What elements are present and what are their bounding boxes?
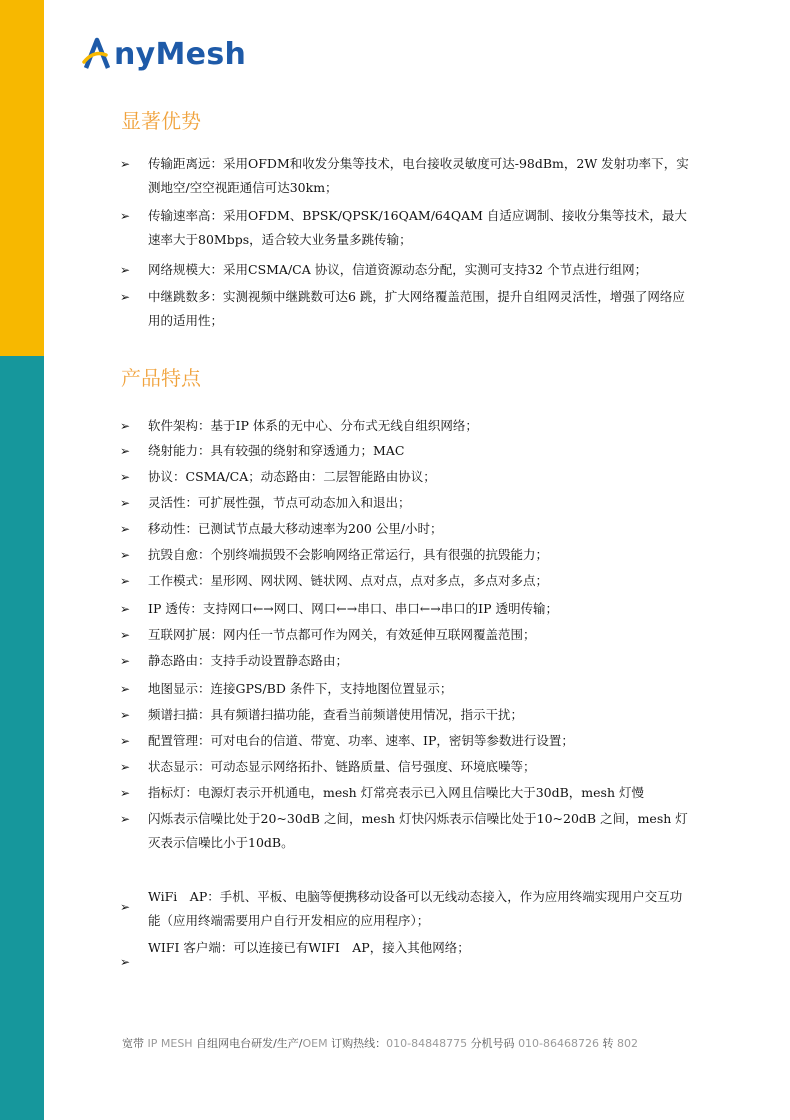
list-item: [120, 569, 692, 593]
list-item-text: 静态路由：支持手动设置静态路由；: [148, 653, 349, 668]
list-item-text: 绕射能力：具有较强的绕射和穿透通力；MAC: [148, 443, 405, 458]
list-item-text: 频谱扫描：具有频谱扫描功能，查看当前频谱使用情况，指示干扰；: [148, 707, 524, 722]
list-item-text: 配置管理：可对电台的信道、带宽、功率、速率、IP，密钥等参数进行设置；: [148, 733, 574, 748]
section-title-advantages: 显著优势: [121, 109, 201, 133]
side-bar-teal: [0, 356, 44, 1120]
bullet-arrow-icon: ➢: [120, 786, 131, 800]
anymesh-logo: [82, 34, 246, 74]
bullet-arrow-icon: ➢: [120, 682, 131, 696]
list-item: [120, 517, 692, 541]
bullet-arrow-icon: ➢: [120, 419, 131, 433]
list-item-text: 移动性：已测试节点最大移动速率为200 公里/小时；: [148, 521, 443, 536]
list-item-text: 工作模式：星形网、网状网、链状网、点对点，点对多点，多点对多点；: [148, 573, 549, 588]
footer-part: 宽带: [122, 1037, 144, 1050]
list-item: [120, 807, 692, 855]
footer-part: 010-84848775: [386, 1037, 468, 1050]
list-item: [120, 285, 692, 333]
list-item: [120, 936, 692, 969]
list-item-text: 网络规模大：采用CSMA/CA 协议，信道资源动态分配，实测可支持32 个节点进行组网；: [148, 262, 648, 277]
list-item: [120, 885, 692, 933]
list-item-text: 传输速率高：采用OFDM、BPSK/QPSK/16QAM/64QAM 自适应调制、接收分集等技术，最大速率大于80Mbps，适合较大业务量多跳传输；: [148, 208, 687, 247]
list-item-text: 闪烁表示信噪比处于20~30dB 之间，mesh 灯快闪烁表示信噪比处于10~20dB 之间，mesh 灯灭表示信噪比小于10dB。: [148, 811, 688, 850]
list-item-text: 灵活性：可扩展性强，节点可动态加入和退出；: [148, 495, 411, 510]
bullet-arrow-icon: ➢: [120, 470, 131, 484]
list-item-text: IP 透传：支持网口←→网口、网口←→串口、串口←→串口的IP 透明传输；: [148, 601, 558, 616]
bullet-arrow-icon: ➢: [120, 955, 131, 969]
list-item: [120, 439, 692, 463]
list-item: [120, 597, 692, 621]
list-item: [120, 152, 692, 200]
list-item-text: 软件架构：基于IP 体系的无中心、分布式无线自组织网络；: [148, 418, 478, 433]
list-item-text: WiFi AP：手机、平板、电脑等便携移动设备可以无线动态接入，作为应用终端实现用户交互功能（应用终端需要用户自行开发相应的应用程序）；: [148, 889, 683, 928]
bullet-arrow-icon: ➢: [120, 812, 131, 826]
bullet-arrow-icon: ➢: [120, 602, 131, 616]
footer-part: OEM: [302, 1037, 328, 1050]
footer-part: 010-86468726: [518, 1037, 600, 1050]
bullet-arrow-icon: ➢: [120, 496, 131, 510]
list-item: [120, 649, 692, 673]
bullet-arrow-icon: ➢: [120, 290, 131, 304]
bullet-arrow-icon: ➢: [120, 708, 131, 722]
list-item: [120, 623, 692, 647]
bullet-arrow-icon: ➢: [120, 209, 131, 223]
bullet-arrow-icon: ➢: [120, 444, 131, 458]
bullet-arrow-icon: ➢: [120, 157, 131, 171]
list-item: [120, 543, 692, 567]
bullet-arrow-icon: ➢: [120, 628, 131, 642]
list-item-text: 指标灯：电源灯表示开机通电，mesh 灯常亮表示已入网且信噪比大于30dB，mesh 灯慢: [148, 785, 644, 800]
list-item-text: 抗毁自愈：个别终端损毁不会影响网络正常运行，具有很强的抗毁能力；: [148, 547, 549, 562]
list-item-text: 中继跳数多：实测视频中继跳数可达6 跳，扩大网络覆盖范围，提升自组网灵活性，增强了网络应用的适用性；: [148, 289, 685, 328]
list-item: [120, 703, 692, 727]
bullet-arrow-icon: ➢: [120, 574, 131, 588]
footer-part: 订购热线：: [331, 1037, 387, 1050]
bullet-arrow-icon: ➢: [120, 522, 131, 536]
bullet-arrow-icon: ➢: [120, 654, 131, 668]
logo-a-icon: [82, 36, 112, 72]
list-item: [120, 781, 692, 805]
bullet-arrow-icon: ➢: [120, 734, 131, 748]
list-item-text: 互联网扩展：网内任一节点都可作为网关，有效延伸互联网覆盖范围；: [148, 627, 536, 642]
list-item: [120, 491, 692, 515]
bullet-arrow-icon: ➢: [120, 760, 131, 774]
list-item-text: 地图显示：连接GPS/BD 条件下，支持地图位置显示；: [148, 681, 453, 696]
list-item: [120, 414, 692, 438]
side-bar-yellow: [0, 0, 44, 356]
list-item: [120, 465, 692, 489]
footer-part: 转: [602, 1037, 614, 1050]
list-item-text: WIFI 客户端：可以连接已有WIFI AP，接入其他网络；: [148, 940, 470, 955]
list-item: [120, 677, 692, 701]
list-item-text: 协议：CSMA/CA；动态路由：二层智能路由协议；: [148, 469, 436, 484]
list-item: [120, 258, 692, 282]
footer-part: IP MESH: [147, 1037, 193, 1050]
bullet-arrow-icon: ➢: [120, 263, 131, 277]
bullet-arrow-icon: ➢: [120, 548, 131, 562]
list-item: [120, 755, 692, 779]
logo-text: nyMesh: [114, 36, 247, 72]
footer-part: 802: [617, 1037, 639, 1050]
list-item-text: 传输距离远：采用OFDM和收发分集等技术，电台接收灵敏度可达-98dBm，2W 发射功率下，实测地空/空空视距通信可达30km；: [148, 156, 689, 195]
footer-part: 分机号码: [470, 1037, 515, 1050]
section-title-features: 产品特点: [121, 366, 201, 390]
list-item: [120, 204, 692, 252]
list-item: [120, 729, 692, 753]
page-footer: [122, 1035, 638, 1051]
bullet-arrow-icon: ➢: [120, 900, 131, 914]
list-item-text: 状态显示：可动态显示网络拓扑、链路质量、信号强度、环境底噪等；: [148, 759, 536, 774]
footer-part: 自组网电台研发/生产/: [196, 1037, 303, 1050]
